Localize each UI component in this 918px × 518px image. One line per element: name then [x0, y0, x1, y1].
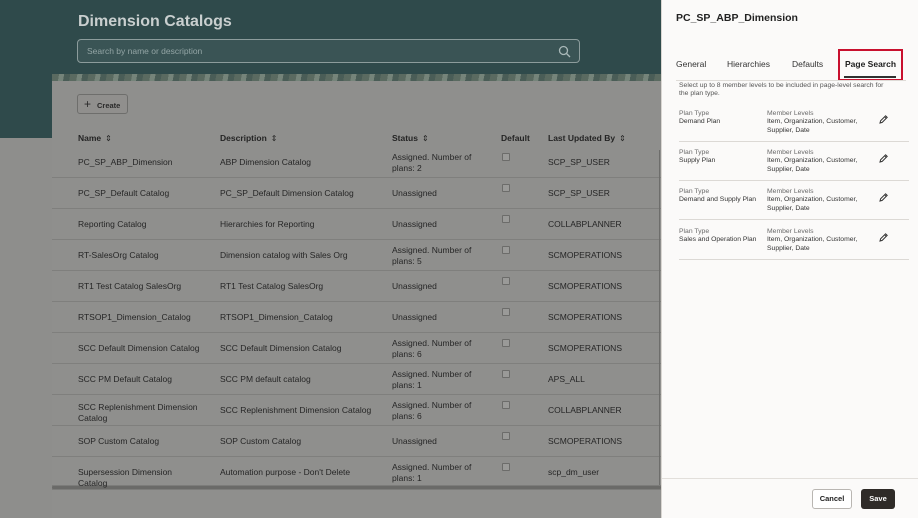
catalog-name[interactable]: SOP Custom Catalog	[78, 436, 160, 446]
default-checkbox[interactable]	[502, 370, 510, 378]
plan-type-label: Plan Type	[679, 228, 710, 235]
default-checkbox[interactable]	[502, 339, 510, 347]
plan-type-label: Plan Type	[679, 188, 710, 195]
last-updated-by: SCMOPERATIONS	[548, 436, 622, 446]
catalog-name[interactable]: SCC Replenishment Dimension Catalog	[78, 402, 198, 423]
catalog-status: Unassigned	[392, 188, 437, 198]
catalog-name[interactable]: RT1 Test Catalog SalesOrg	[78, 281, 182, 291]
catalog-description: RT1 Test Catalog SalesOrg	[220, 281, 324, 291]
edit-icon[interactable]	[878, 190, 889, 201]
catalog-status: Assigned. Number of plans: 5	[392, 245, 472, 266]
catalog-description: Hierarchies for Reporting	[220, 219, 315, 229]
tab-defaults[interactable]: Defaults	[792, 59, 824, 69]
default-checkbox[interactable]	[502, 215, 510, 223]
catalog-status: Assigned. Number of plans: 1	[392, 369, 472, 390]
plan-type-label: Plan Type	[679, 149, 710, 156]
tab-hierarchies[interactable]: Hierarchies	[727, 59, 770, 69]
tab-general[interactable]: General	[676, 59, 707, 69]
tabs-divider	[676, 80, 906, 81]
plan-type-label: Plan Type	[679, 110, 710, 117]
save-button[interactable]: Save	[861, 489, 895, 509]
catalog-name[interactable]: SCC Default Dimension Catalog	[78, 343, 200, 353]
edit-icon[interactable]	[878, 112, 889, 123]
plan-type-row	[679, 103, 909, 142]
sort-icon: ⇕	[619, 134, 626, 143]
member-levels-value: Item, Organization, Customer, Supplier, Date	[767, 118, 858, 134]
column-header-name[interactable]: Name ⇕	[78, 133, 112, 143]
catalog-status: Unassigned	[392, 281, 437, 291]
catalog-description: Dimension catalog with Sales Org	[220, 250, 348, 260]
tab-page-search[interactable]: Page Search	[845, 59, 897, 69]
footer-divider	[662, 478, 918, 479]
catalog-status: Unassigned	[392, 219, 437, 229]
catalog-name[interactable]: PC_SP_ABP_Dimension	[78, 157, 173, 167]
drawer-title: PC_SP_ABP_Dimension	[676, 12, 798, 24]
plan-type-row	[679, 221, 909, 260]
sort-icon: ⇕	[270, 134, 278, 143]
last-updated-by: scp_dm_user	[548, 467, 600, 477]
plan-type-row	[679, 142, 909, 181]
catalog-status: Unassigned	[392, 312, 437, 322]
last-updated-by: SCP_SP_USER	[548, 188, 610, 198]
catalog-name[interactable]: PC_SP_Default Catalog	[78, 188, 170, 198]
default-checkbox[interactable]	[502, 401, 510, 409]
catalog-name[interactable]: SCC PM Default Catalog	[78, 374, 173, 384]
member-levels-label: Member Levels	[767, 149, 814, 156]
tab-highlight-box	[838, 49, 903, 81]
catalog-description: SCC Default Dimension Catalog	[220, 343, 342, 353]
edit-icon[interactable]	[878, 230, 889, 241]
plan-type-row	[679, 181, 909, 220]
catalog-status: Assigned. Number of plans: 6	[392, 338, 472, 359]
catalog-name[interactable]: RT-SalesOrg Catalog	[78, 250, 159, 260]
column-header-last-updated-by[interactable]: Last Updated By ⇕	[548, 133, 626, 143]
catalog-description: SCC Replenishment Dimension Catalog	[220, 405, 372, 415]
catalog-status: Assigned. Number of plans: 2	[392, 152, 472, 173]
catalog-name[interactable]: Reporting Catalog	[78, 219, 147, 229]
catalog-description: Automation purpose - Don't Delete	[220, 467, 351, 477]
last-updated-by: COLLABPLANNER	[548, 219, 622, 229]
plan-type-value: Supply Plan	[679, 157, 716, 164]
last-updated-by: SCMOPERATIONS	[548, 250, 622, 260]
member-levels-label: Member Levels	[767, 110, 814, 117]
sort-icon: ⇕	[421, 134, 429, 143]
default-checkbox[interactable]	[502, 463, 510, 471]
page-title: Dimension Catalogs	[78, 13, 232, 30]
plus-icon: +	[84, 97, 92, 111]
column-header-description[interactable]: Description ⇕	[220, 133, 278, 143]
member-levels-value: Item, Organization, Customer, Supplier, Date	[767, 236, 858, 252]
member-levels-label: Member Levels	[767, 188, 814, 195]
default-checkbox[interactable]	[502, 308, 510, 316]
catalog-description: SCC PM default catalog	[220, 374, 311, 384]
edit-icon[interactable]	[878, 151, 889, 162]
search-placeholder: Search by name or description	[87, 46, 203, 56]
catalog-description: RTSOP1_Dimension_Catalog	[220, 312, 333, 322]
member-levels-label: Member Levels	[767, 228, 814, 235]
column-header-status[interactable]: Status ⇕	[392, 133, 429, 143]
catalog-status: Assigned. Number of plans: 1	[392, 462, 472, 483]
plan-type-value: Sales and Operation Plan	[679, 236, 757, 243]
catalog-description: ABP Dimension Catalog	[220, 157, 312, 167]
member-levels-value: Item, Organization, Customer, Supplier, Date	[767, 157, 858, 173]
last-updated-by: SCP_SP_USER	[548, 157, 610, 167]
member-levels-value: Item, Organization, Customer, Supplier, Date	[767, 196, 858, 212]
sort-icon: ⇕	[105, 134, 112, 143]
catalog-name[interactable]: RTSOP1_Dimension_Catalog	[78, 312, 191, 322]
plan-type-value: Demand Plan	[679, 118, 721, 125]
default-checkbox[interactable]	[502, 432, 510, 440]
catalog-description: SOP Custom Catalog	[220, 436, 302, 446]
column-header-default: Default	[501, 133, 530, 143]
page-search-intro: Select up to 8 member levels to be included in page-level search for the plan type.	[679, 82, 884, 98]
create-button[interactable]: + Create	[77, 94, 128, 114]
default-checkbox[interactable]	[502, 277, 510, 285]
search-input[interactable]	[77, 39, 580, 63]
table-edge	[659, 150, 660, 485]
cancel-button[interactable]: Cancel	[812, 489, 852, 509]
catalog-status: Unassigned	[392, 436, 437, 446]
default-checkbox[interactable]	[502, 246, 510, 254]
last-updated-by: SCMOPERATIONS	[548, 312, 622, 322]
catalog-status: Assigned. Number of plans: 6	[392, 400, 472, 421]
last-updated-by: SCMOPERATIONS	[548, 281, 622, 291]
last-updated-by: SCMOPERATIONS	[548, 343, 622, 353]
default-checkbox[interactable]	[502, 153, 510, 161]
search-icon[interactable]	[558, 45, 571, 58]
last-updated-by: COLLABPLANNER	[548, 405, 622, 415]
default-checkbox[interactable]	[502, 184, 510, 192]
catalog-description: PC_SP_Default Dimension Catalog	[220, 188, 354, 198]
catalog-name[interactable]: Supersession Dimension Catalog	[78, 467, 173, 488]
details-drawer	[661, 0, 918, 518]
last-updated-by: APS_ALL	[548, 374, 585, 384]
plan-type-value: Demand and Supply Plan	[679, 196, 757, 203]
